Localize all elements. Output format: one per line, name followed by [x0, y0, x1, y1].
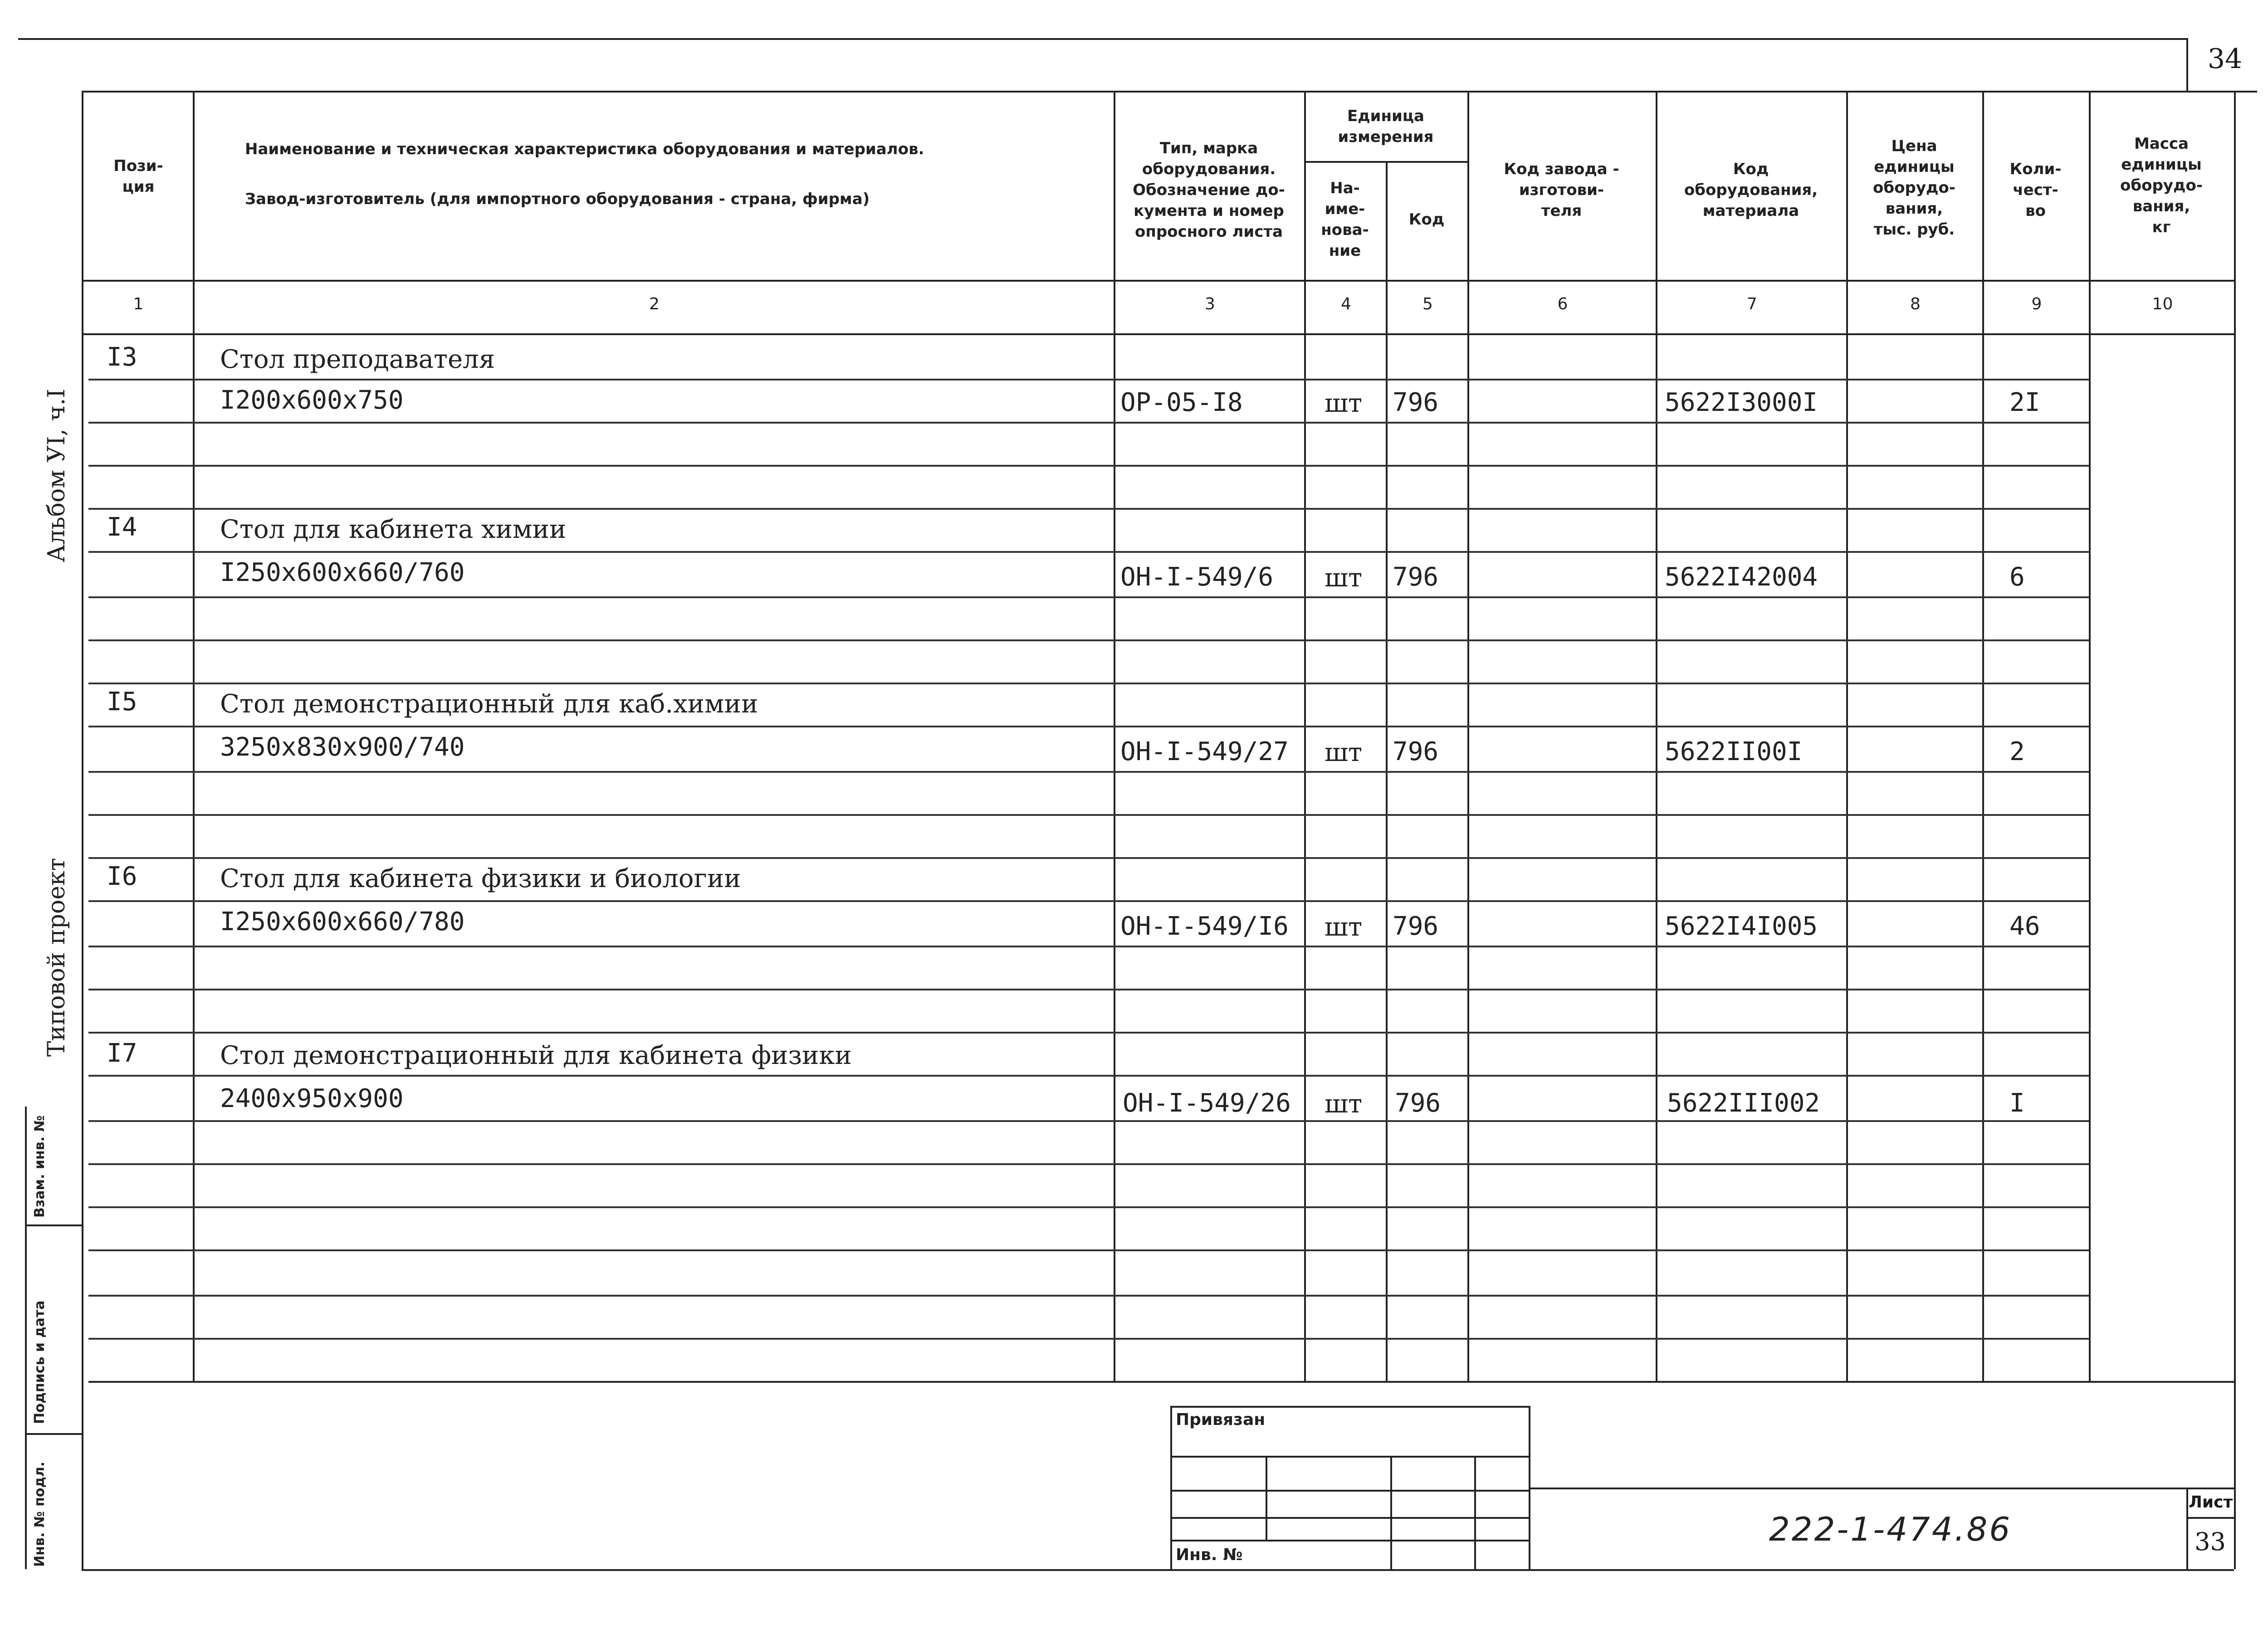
item-unit-code: 796: [1393, 912, 1439, 941]
item-type: ОН-I-549/27: [1120, 737, 1289, 766]
header-name-line2: Завод-изготовитель (для импортного оборудования - страна, фирма): [245, 190, 870, 209]
item-position: I4: [107, 512, 137, 542]
item-position: I7: [107, 1039, 137, 1068]
item-unit: шт: [1325, 563, 1363, 593]
item-equipment-code: 5622I42004: [1665, 562, 1818, 592]
item-equipment-code: 5622I3000I: [1665, 388, 1818, 417]
item-position: I6: [107, 862, 137, 891]
header-unit-name: На- име- нова- ние: [1321, 179, 1369, 260]
item-unit: шт: [1325, 1089, 1363, 1119]
header-factory-code: Код завода - изготови- теля: [1504, 160, 1619, 220]
side-label-project: Типовой проект: [43, 858, 70, 1057]
item-quantity: 2: [2009, 737, 2025, 766]
item-name: Стол для кабинета физики и биологии: [220, 864, 741, 893]
column-number: 6: [1557, 295, 1568, 313]
column-number: 4: [1341, 295, 1351, 313]
header-equipment-code: Код оборудования, материала: [1684, 160, 1818, 220]
item-dimensions: I250x600x660/760: [220, 558, 465, 587]
item-dimensions: I250x600x660/780: [220, 907, 465, 937]
column-number: 8: [1910, 295, 1921, 313]
page-number-top: 34: [2207, 43, 2243, 75]
stamp-inv-no: Инв. №: [1176, 1546, 1243, 1564]
item-quantity: 6: [2009, 562, 2025, 592]
header-unit-code: Код: [1408, 210, 1445, 229]
column-number: 10: [2152, 295, 2173, 313]
item-name: Стол демонстрационный для каб.химии: [220, 689, 758, 719]
document-number: 222-1-474.86: [1769, 1510, 2012, 1548]
item-unit: шт: [1325, 389, 1363, 418]
item-unit-code: 796: [1395, 1088, 1441, 1118]
header-name-line1: Наименование и техническая характеристика оборудования и материалов.: [245, 140, 924, 159]
item-unit: шт: [1325, 912, 1363, 942]
item-name: Стол преподавателя: [220, 345, 495, 374]
item-position: I3: [107, 342, 137, 372]
item-type: ОН-I-549/6: [1120, 562, 1274, 592]
sheet-label: Лист: [2189, 1493, 2233, 1512]
item-unit: шт: [1325, 738, 1363, 767]
item-equipment-code: 5622III002: [1667, 1088, 1820, 1118]
item-dimensions: 2400x950x900: [220, 1084, 404, 1113]
item-quantity: I: [2009, 1088, 2025, 1118]
item-quantity: 2I: [2009, 388, 2040, 417]
side-label-album: Альбом УI, ч.I: [43, 389, 70, 562]
item-unit-code: 796: [1393, 737, 1439, 766]
column-number: 5: [1422, 295, 1433, 313]
header-unit: Единица измерения: [1338, 107, 1434, 146]
item-type: ОН-I-549/I6: [1120, 912, 1289, 941]
column-number: 7: [1747, 295, 1757, 313]
item-unit-code: 796: [1393, 562, 1439, 592]
side-label-vzam: Взам. инв. №: [32, 1115, 48, 1218]
item-name: Стол демонстрационный для кабинета физики: [220, 1041, 852, 1070]
side-label-inv-podl: Инв. № подл.: [32, 1461, 48, 1567]
item-type: ОН-I-549/26: [1123, 1088, 1291, 1118]
item-unit-code: 796: [1393, 388, 1439, 417]
header-price: Цена единицы оборудо- вания, тыс. руб.: [1873, 137, 1955, 239]
header-type: Тип, марка оборудования. Обозначение до- кумента и номер опросного листа: [1133, 139, 1285, 241]
item-dimensions: 3250x830x900/740: [220, 732, 465, 762]
header-quantity: Коли- чест- во: [2009, 160, 2062, 220]
header-mass: Масса единицы оборудо- вания, кг: [2120, 135, 2203, 236]
header-position: Пози- ция: [113, 157, 163, 196]
side-label-podpis: Подпись и дата: [32, 1300, 48, 1424]
sheet-number: 33: [2195, 1527, 2226, 1556]
column-number: 3: [1205, 295, 1215, 313]
item-equipment-code: 5622I4I005: [1665, 912, 1818, 941]
column-number: 2: [649, 295, 660, 313]
item-quantity: 46: [2009, 912, 2040, 941]
item-equipment-code: 5622II00I: [1665, 737, 1803, 766]
item-position: I5: [107, 687, 137, 717]
stamp-privyazan: Привязан: [1176, 1410, 1266, 1429]
column-number: 9: [2031, 295, 2042, 313]
item-type: ОР-05-I8: [1120, 388, 1243, 417]
item-name: Стол для кабинета химии: [220, 515, 567, 544]
item-dimensions: I200x600x750: [220, 385, 404, 415]
column-number: 1: [133, 295, 144, 313]
